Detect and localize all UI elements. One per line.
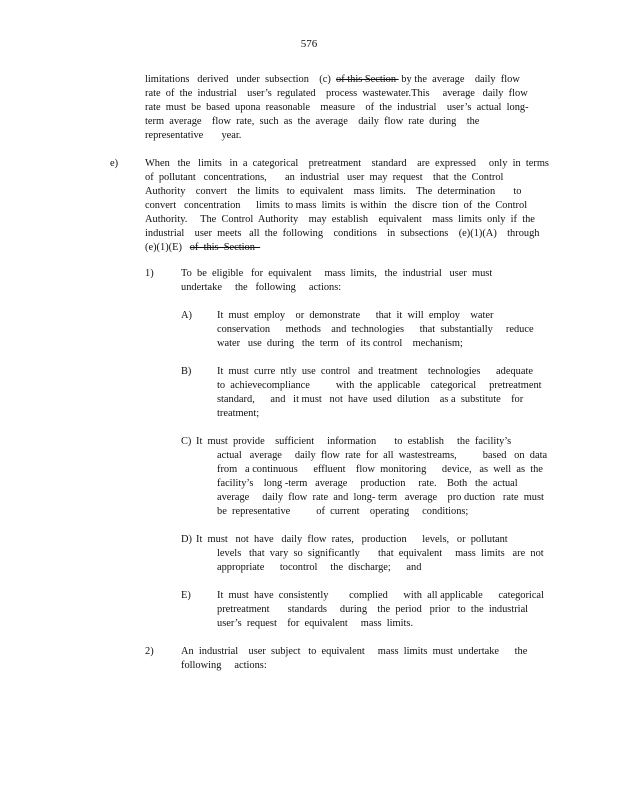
page-number: 576 [300, 38, 318, 50]
text-line: user’s request for equivalent mass limits. [217, 618, 414, 629]
text-line: term average flow rate, such as the average daily flow rate during the [145, 116, 480, 127]
text-line: When the limits in a categorical pretreatment standard are expressed only in terms [145, 158, 549, 169]
text-line: convert concentration limits to mass limits is within the discre tion of the Control [145, 200, 528, 211]
text-line: average daily flow rate and long- term average pro duction rate must [217, 492, 544, 503]
text-line: To be eligible for equivalent mass limits, the industrial user must [181, 268, 493, 279]
item-label: 1) [145, 268, 154, 279]
struck-text: of this Section [189, 242, 261, 253]
text-line: from a continuous effluent flow monitoring device, as well as the [217, 464, 543, 475]
text-line: of pollutant concentrations, an industrial user may request that the Control [145, 172, 504, 183]
text-line: rate of the industrial user’s regulated process wastewater.This average daily flow [145, 88, 528, 99]
text-line: It must have consistently complied with all applicable categorical [217, 590, 544, 601]
text-line: limitations derived under subsection (c) of this Section by the average daily flow [145, 74, 520, 85]
text-line: treatment; [217, 408, 260, 419]
text-line: (e)(1)(E) of this Section [145, 242, 261, 253]
text-line: water use during the term of its control mechanism; [217, 338, 463, 349]
text-line: levels that vary so significantly that equivalent mass limits are not [217, 548, 544, 559]
text-line: representative year. [145, 130, 242, 141]
text-line: facility’s long -term average production rate. Both the actual [217, 478, 518, 489]
text-line: pretreatment standards during the period prior to the industrial [217, 604, 529, 615]
text-line: industrial user meets all the following conditions in subsections (e)(1)(A) through [145, 228, 540, 239]
text-line: undertake the following actions: [181, 282, 342, 293]
text-line: actual average daily flow rate for all wastestreams, based on data [217, 450, 548, 461]
text-line: It must not have daily flow rates, production levels, or pollutant [196, 534, 508, 545]
text-line: to achievecompliance with the applicable categorical pretreatment [217, 380, 542, 391]
text-line: conservation methods and technologies that substantially reduce [217, 324, 534, 335]
text-line: Authority. The Control Authority may establish equivalent mass limits only if the [145, 214, 535, 225]
item-label: B) [181, 366, 192, 377]
text-line: It must curre ntly use control and treatment technologies adequate [217, 366, 533, 377]
section-label: e) [110, 158, 119, 169]
struck-text: of this Section [336, 74, 399, 85]
text-line: Authority convert the limits to equivalent mass limits. The determination to [145, 186, 522, 197]
item-label: E) [181, 590, 191, 601]
item-label: 2) [145, 646, 154, 657]
text-line: rate must be based upona reasonable measure of the industrial user’s actual long- [145, 102, 529, 113]
item-label: C) [181, 436, 192, 447]
text-line: appropriate tocontrol the discharge; and [217, 562, 422, 573]
item-label: D) [181, 534, 192, 545]
text-line: An industrial user subject to equivalent mass limits must undertake the [181, 646, 528, 657]
text-line: It must provide sufficient information to establish the facility’s [196, 436, 512, 447]
text-line: be representative of current operating conditions; [217, 506, 469, 517]
text-line: standard, and it must not have used dilution as a substitute for [217, 394, 524, 405]
item-label: A) [181, 310, 192, 321]
text-line: It must employ or demonstrate that it will employ water [217, 310, 494, 321]
text-line: following actions: [181, 660, 267, 671]
